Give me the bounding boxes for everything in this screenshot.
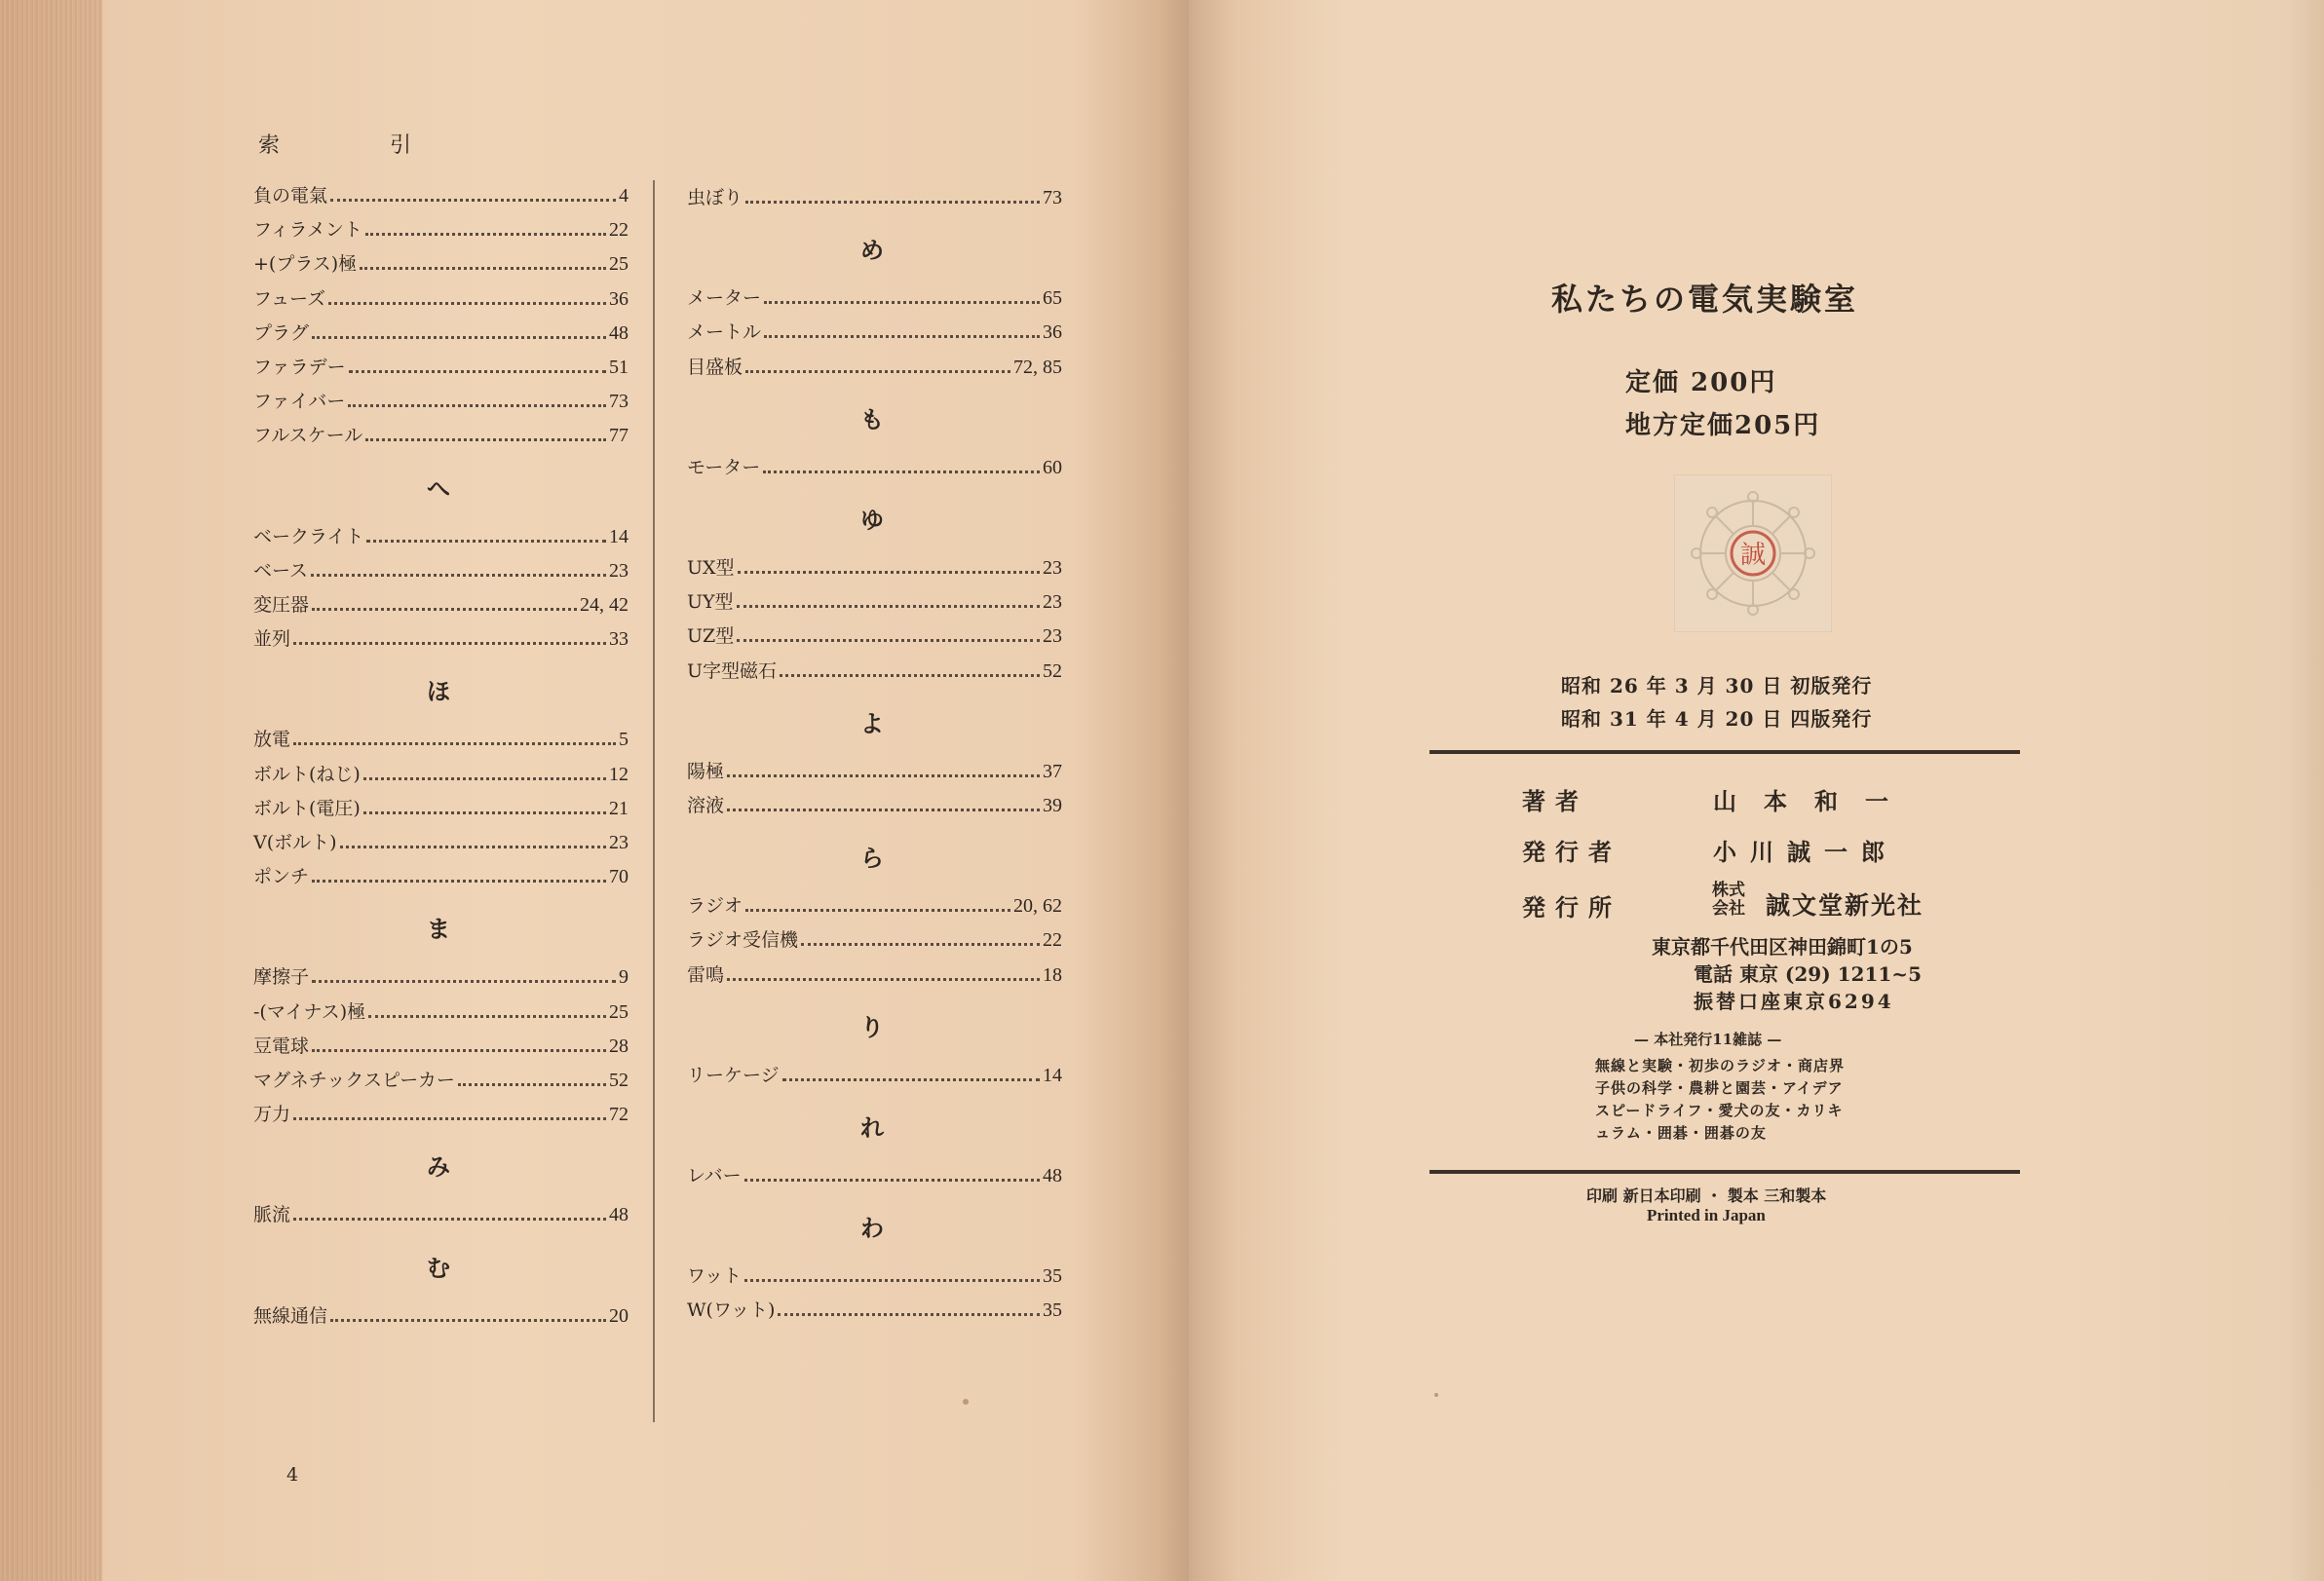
index-entry-page: 70 (609, 866, 629, 888)
index-entry-page: 12 (609, 763, 629, 785)
printer-info: 印刷 新日本印刷 ・ 製本 三和製本 (1586, 1186, 1827, 1205)
index-entry (253, 423, 629, 448)
index-entry-page: 51 (609, 357, 629, 378)
index-entry-label: 変圧器 (253, 594, 310, 616)
index-entry-page: 4 (619, 185, 629, 207)
dot-leader (330, 1319, 606, 1322)
dot-leader (365, 438, 606, 441)
index-entry (253, 592, 629, 618)
paper-speck (963, 1399, 969, 1405)
index-entry (253, 1034, 629, 1059)
index-entry-label: 豆電球 (253, 1035, 310, 1057)
index-entry (253, 1102, 629, 1127)
index-entry-page: 60 (1043, 456, 1062, 478)
index-entry (687, 1298, 1062, 1323)
paper-speck (1434, 1393, 1438, 1397)
section-heading: へ (427, 473, 450, 503)
index-entry-page: 35 (1043, 1299, 1062, 1322)
index-entry-label: ラジオ受信機 (687, 929, 799, 952)
index-entry (253, 626, 629, 652)
index-entry (253, 286, 629, 312)
index-entry-label: ポンチ (253, 866, 310, 888)
index-entry-label: 脈流 (253, 1204, 291, 1226)
index-entry-page: 23 (1043, 591, 1062, 614)
index-entry-page: 72, 85 (1013, 356, 1062, 378)
index-entry-page: 14 (609, 525, 629, 547)
index-entry (253, 183, 629, 208)
index-entry-page: 36 (1043, 321, 1062, 344)
dot-leader (764, 301, 1040, 304)
index-entry (687, 893, 1062, 919)
index-title (258, 129, 414, 159)
column-divider (653, 180, 655, 1422)
company-prefix-1: 株式 (1712, 881, 1745, 900)
index-entry (253, 524, 629, 549)
seal-stamp-icon (1675, 475, 1831, 631)
section-heading: め (860, 236, 884, 265)
dot-leader (745, 909, 1010, 912)
section-heading: ゆ (860, 506, 884, 534)
price: 定価 200円 (1625, 368, 1777, 397)
index-entry (253, 864, 629, 889)
index-entry-page: 52 (1043, 659, 1062, 682)
dot-leader (738, 571, 1040, 574)
index-title-part1: 索 (258, 133, 283, 158)
index-entry-label: +(プラス)極 (253, 253, 358, 276)
dot-leader (312, 608, 577, 611)
index-entry (253, 558, 629, 583)
index-entry-label: 溶液 (687, 795, 725, 816)
index-entry-label: 目盛板 (687, 356, 743, 378)
index-entry-page: 25 (609, 1000, 629, 1023)
index-entry-page: 77 (609, 425, 629, 447)
section-heading: む (427, 1253, 450, 1282)
magazines-line-3: スピードライフ・愛犬の友・カリキ (1595, 1102, 1844, 1119)
index-entry-label: ボルト(電圧) (253, 797, 361, 819)
dot-leader (368, 1015, 606, 1018)
index-entry (687, 1163, 1062, 1188)
dot-leader (744, 1279, 1040, 1282)
publisher-name: 小川誠一郎 (1713, 838, 1898, 866)
index-entry-label: ボルト(ねじ) (253, 763, 361, 785)
index-entry (687, 962, 1062, 988)
section-heading: も (860, 404, 884, 433)
dot-leader (727, 774, 1040, 777)
index-entry (253, 964, 629, 990)
dot-leader (312, 336, 606, 339)
dot-leader (778, 1313, 1040, 1316)
index-entry-page: 25 (609, 253, 629, 276)
address: 東京都千代田区神田錦町1の5 (1652, 935, 1913, 959)
right-page-edge (2290, 0, 2324, 1581)
dot-leader (764, 335, 1040, 338)
index-entry-label: -(マイナス)極 (253, 1000, 366, 1023)
index-entry-page: 72 (609, 1104, 629, 1126)
seal-stamp (1674, 474, 1832, 632)
dot-leader (745, 370, 1010, 373)
index-entry (687, 555, 1062, 581)
index-entry (687, 793, 1062, 818)
section-heading: り (860, 1012, 884, 1041)
index-entry-page: 33 (609, 628, 629, 651)
index-entry-page: 28 (609, 1035, 629, 1057)
dot-leader (363, 811, 606, 814)
seal-text: 誠 (1739, 541, 1767, 570)
index-entry-label: 万力 (253, 1104, 291, 1126)
index-entry-label: 負の電氣 (253, 185, 328, 207)
index-entry-label: プラグ (253, 321, 310, 344)
dot-leader (745, 201, 1040, 204)
index-entry (253, 389, 629, 414)
dot-leader (458, 1083, 606, 1086)
printed-in-japan: Printed in Japan (1647, 1206, 1766, 1224)
page-number: 4 (286, 1464, 299, 1486)
index-entry-label: フィラメント (253, 219, 362, 242)
index-entry-label: 雷鳴 (687, 963, 725, 986)
rule-bottom (1429, 1170, 2020, 1174)
index-entry-label: UX型 (687, 557, 735, 579)
phone: 電話 東京 (29) 1211~5 (1694, 962, 1922, 986)
index-entry-page: 73 (609, 391, 629, 413)
index-entry-page: 22 (1043, 929, 1062, 952)
index-entry-label: 放電 (253, 729, 291, 751)
magazines-line-4: ュラム・囲碁・囲碁の友 (1595, 1124, 1767, 1142)
index-entry-page: 23 (1043, 557, 1062, 579)
dot-leader (330, 199, 616, 202)
index-entry (253, 320, 629, 346)
index-entry-page: 9 (619, 966, 629, 989)
dot-leader (737, 639, 1040, 642)
dot-leader (349, 370, 606, 373)
index-entry-page: 39 (1043, 795, 1062, 816)
section-heading: ま (427, 915, 450, 944)
office-label: 発行所 (1522, 893, 1621, 922)
index-entry (253, 1068, 629, 1093)
index-entry-page: 37 (1043, 760, 1062, 782)
index-entry-page: 20 (609, 1304, 629, 1327)
index-entry-label: フューズ (253, 287, 326, 310)
index-entry-label: メートル (687, 321, 762, 344)
index-entry (253, 1202, 629, 1227)
index-entry (687, 285, 1062, 311)
index-entry (687, 659, 1062, 684)
dot-leader (312, 1049, 606, 1052)
index-entry-page: 52 (609, 1070, 629, 1091)
transfer-account: 振替口座東京6294 (1694, 990, 1894, 1013)
index-entry-label: リーケージ (687, 1064, 780, 1086)
index-entry (253, 727, 629, 752)
dot-leader (727, 809, 1040, 811)
index-entry-label: マグネチックスピーカー (253, 1070, 455, 1091)
index-entry (687, 355, 1062, 380)
dot-leader (801, 943, 1040, 946)
regional-price: 地方定価205円 (1625, 411, 1821, 440)
dot-leader (293, 642, 606, 645)
dot-leader (366, 540, 606, 543)
index-entry (687, 1063, 1062, 1088)
index-entry-label: 陽極 (687, 760, 725, 782)
index-entry (687, 1263, 1062, 1289)
page-edges (0, 0, 102, 1581)
dot-leader (360, 267, 606, 270)
index-entry (687, 320, 1062, 345)
index-entry-label: UY型 (687, 591, 734, 614)
index-entry (253, 762, 629, 787)
dot-leader (311, 574, 606, 577)
section-heading: よ (860, 708, 884, 737)
dot-leader (737, 605, 1040, 608)
index-entry-label: フルスケール (253, 425, 363, 447)
dot-leader (782, 1078, 1040, 1081)
index-entry-label: 無線通信 (253, 1304, 328, 1327)
index-entry-label: 摩擦子 (253, 966, 310, 989)
index-entry-label: レバー (687, 1165, 742, 1186)
index-entry (253, 1303, 629, 1329)
index-entry-page: 20, 62 (1013, 895, 1062, 918)
author-label: 著者 (1522, 787, 1588, 815)
dot-leader (293, 1117, 606, 1120)
index-entry (687, 185, 1062, 210)
index-entry-page: 23 (609, 559, 629, 582)
dot-leader (312, 880, 606, 883)
dot-leader (340, 846, 606, 848)
dot-leader (348, 404, 606, 407)
index-entry (253, 999, 629, 1025)
index-entry-page: 22 (609, 219, 629, 242)
index-entry (687, 623, 1062, 649)
index-entry (253, 251, 629, 277)
section-heading: わ (860, 1214, 884, 1243)
index-entry-page: 21 (609, 797, 629, 819)
index-entry-label: 虫ぼり (687, 187, 743, 208)
index-entry-label: ワット (687, 1265, 743, 1288)
index-entry-label: 並列 (253, 628, 291, 651)
index-entry-page: 23 (1043, 625, 1062, 648)
rule-top (1429, 750, 2020, 754)
dot-leader (293, 742, 616, 745)
index-entry-page: 23 (609, 832, 629, 853)
index-entry-label: ベークライト (253, 525, 364, 547)
index-entry (253, 217, 629, 243)
dot-leader (763, 471, 1040, 473)
index-entry (253, 830, 629, 855)
section-heading: み (427, 1152, 450, 1182)
dot-leader (727, 978, 1040, 981)
fourth-edition-date: 昭和 31 年 4 月 20 日 四版発行 (1561, 707, 1873, 731)
section-heading: ほ (427, 677, 450, 706)
index-entry-label: ファイバー (253, 391, 346, 413)
index-entry (687, 455, 1062, 480)
index-entry (687, 927, 1062, 953)
first-edition-date: 昭和 26 年 3 月 30 日 初版発行 (1561, 674, 1873, 697)
section-heading: ら (860, 844, 884, 873)
index-entry-page: 14 (1043, 1064, 1062, 1086)
index-entry-label: V(ボルト) (253, 832, 337, 853)
index-entry-page: 48 (609, 1204, 629, 1226)
index-entry-page: 48 (1043, 1165, 1062, 1186)
index-entry-page: 48 (609, 321, 629, 344)
book-title: 私たちの電気実験室 (1551, 281, 1859, 318)
index-entry-label: メーター (687, 287, 762, 310)
company-prefix-2: 会社 (1712, 899, 1745, 919)
company-name: 誠文堂新光社 (1766, 891, 1924, 920)
index-entry (687, 589, 1062, 615)
index-entry-page: 24, 42 (580, 594, 629, 616)
index-entry-label: ファラデー (253, 357, 346, 378)
index-entry-label: U字型磁石 (687, 659, 778, 682)
dot-leader (293, 1218, 606, 1221)
magazines-heading: — 本社発行11雑誌 — (1634, 1031, 1782, 1048)
dot-leader (365, 233, 606, 236)
index-title-part2: 引 (390, 133, 414, 158)
index-entry-label: モーター (687, 456, 761, 478)
index-entry-page: 65 (1043, 287, 1062, 310)
author-name: 山本和一 (1713, 787, 1916, 815)
index-entry (687, 759, 1062, 784)
index-entry-label: ラジオ (687, 895, 743, 918)
company-type (1712, 882, 1745, 919)
publisher-label: 発行者 (1522, 838, 1621, 866)
index-entry-label: UZ型 (687, 625, 735, 648)
index-entry-page: 36 (609, 287, 629, 310)
section-heading: れ (860, 1113, 884, 1142)
magazines-line-2: 子供の科学・農耕と園芸・アイデア (1595, 1079, 1844, 1097)
dot-leader (312, 980, 616, 983)
dot-leader (744, 1179, 1040, 1182)
index-entry-label: ベース (253, 559, 309, 582)
index-entry (253, 355, 629, 380)
index-entry-page: 5 (619, 729, 629, 751)
index-entry-page: 18 (1043, 963, 1062, 986)
dot-leader (780, 674, 1040, 677)
index-entry (253, 796, 629, 821)
index-entry-page: 73 (1043, 187, 1062, 208)
dot-leader (328, 302, 606, 305)
dot-leader (363, 777, 606, 780)
index-entry-page: 35 (1043, 1265, 1062, 1288)
magazines-line-1: 無線と実験・初歩のラジオ・商店界 (1595, 1057, 1846, 1074)
index-entry-label: W(ワット) (687, 1299, 776, 1322)
